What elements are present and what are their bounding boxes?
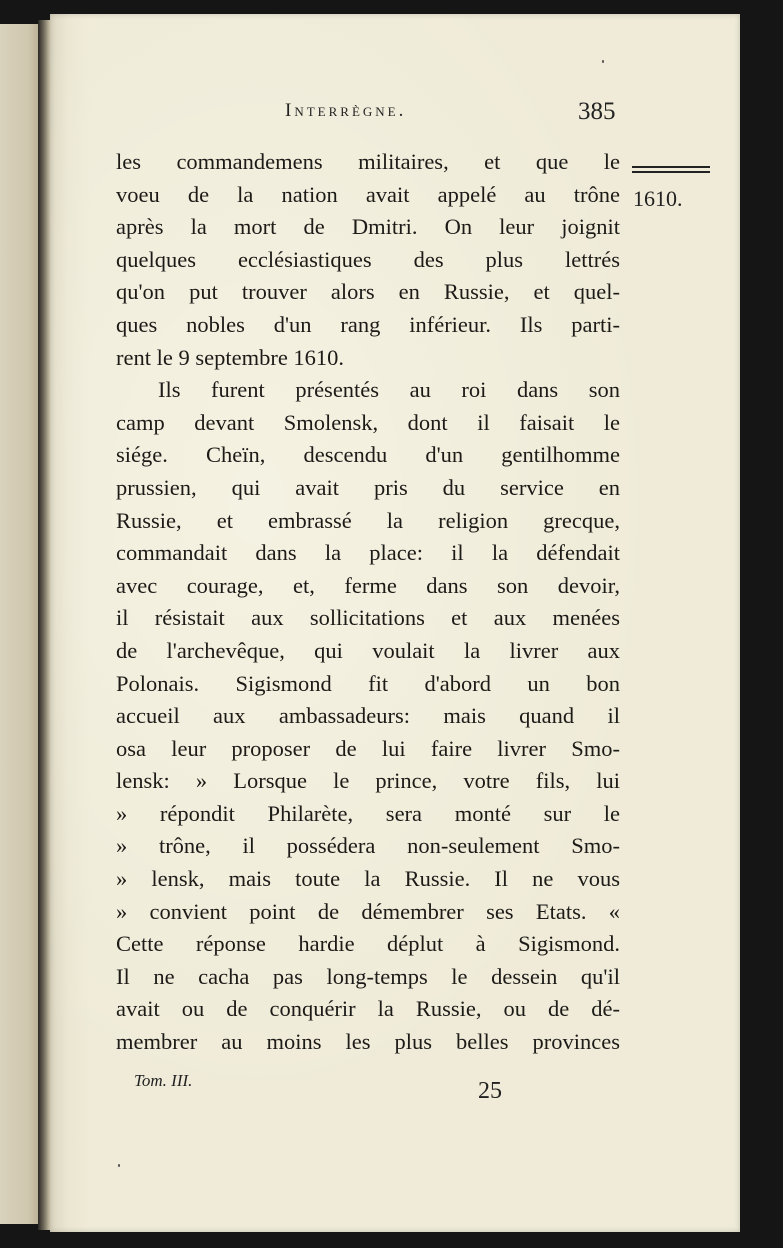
text-line: quelques ecclésiastiques des plus lettrés (116, 246, 620, 272)
text-line: de l'archevêque, qui voulait la livrer aux (116, 637, 620, 663)
volume-footer: Tom. III. (134, 1071, 193, 1090)
text-line: membrer au moins les plus belles provinces (116, 1029, 620, 1055)
text-line: prussien, qui avait pris du service en (116, 474, 620, 500)
text-line: Cette réponse hardie déplut à Sigismond. (116, 931, 620, 957)
text-line: » lensk, mais toute la Russie. Il ne vous (116, 866, 620, 892)
book-page (50, 14, 740, 1232)
text-line: rent le 9 septembre 1610. (116, 344, 345, 370)
page-number: 385 (578, 98, 616, 125)
signature-mark: 25 (478, 1078, 502, 1104)
body-text (116, 146, 620, 1059)
paper-speck (118, 1164, 120, 1167)
text-line: » trône, il possédera non-seulement Smo- (116, 833, 620, 859)
text-line: Russie, et embrassé la religion grecque, (116, 507, 620, 533)
text-line: commandait dans la place: il la défendait (116, 540, 620, 566)
facing-page-edge (0, 24, 40, 1224)
book-gutter (38, 20, 50, 1230)
text-line: osa leur proposer de lui faire livrer Smo- (116, 735, 620, 761)
text-line: » convient point de démembrer ses Etats. « (116, 898, 620, 924)
text-line: voeu de la nation avait appelé au trône (116, 181, 620, 207)
text-line: avec courage, et, ferme dans son devoir, (116, 572, 620, 598)
text-line: ques nobles d'un rang inférieur. Ils parti- (116, 311, 620, 337)
margin-rule (632, 166, 710, 173)
text-line: lensk: » Lorsque le prince, votre fils, lui (116, 768, 620, 794)
running-head: Interrègne. (285, 100, 407, 121)
text-line: les commandemens militaires, et que le (116, 149, 620, 174)
margin-year: 1610. (633, 186, 683, 211)
text-line: siége. Cheïn, descendu d'un gentilhomme (116, 442, 620, 468)
text-line: » répondit Philarète, sera monté sur le (116, 800, 620, 826)
text-line: camp devant Smolensk, dont il faisait le (116, 409, 620, 435)
paper-speck (602, 60, 604, 63)
text-line: qu'on put trouver alors en Russie, et quel- (116, 279, 620, 305)
text-line: avait ou de conquérir la Russie, ou de dé- (116, 996, 620, 1022)
text-line: Polonais. Sigismond fit d'abord un bon (116, 670, 620, 696)
text-line: accueil aux ambassadeurs: mais quand il (116, 703, 620, 729)
paragraph-start-line: Ils furent présentés au roi dans son (158, 377, 620, 403)
text-line: il résistait aux sollicitations et aux menées (116, 605, 620, 631)
text-line: après la mort de Dmitri. On leur joignit (116, 214, 620, 240)
text-line: Il ne cacha pas long-temps le dessein qu'il (116, 963, 620, 989)
